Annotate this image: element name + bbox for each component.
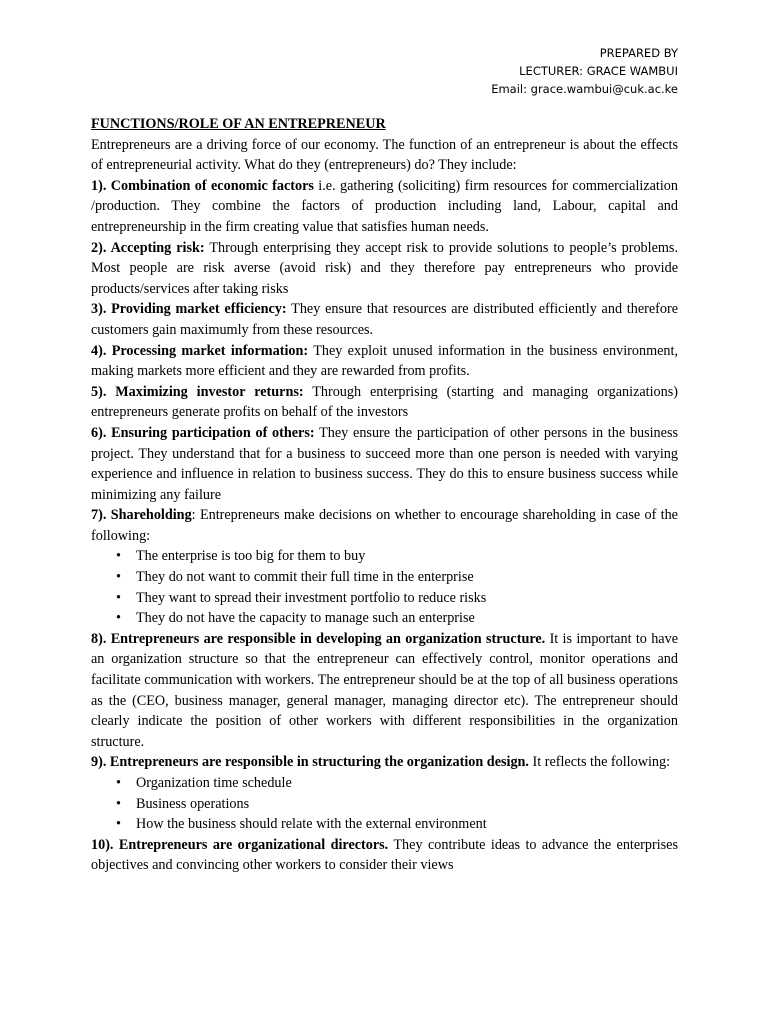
function-item	[91, 341, 678, 382]
function-heading: 5). Maximizing investor returns:	[91, 383, 304, 400]
function-heading: 6). Ensuring participation of others:	[91, 424, 315, 441]
function-heading: 2). Accepting risk:	[91, 239, 205, 256]
function-text: They contribute ideas to advance the enterprises objectives and convincing other workers to consider their views	[91, 836, 678, 874]
function-text: It reflects the following:	[528, 754, 671, 771]
author-header	[491, 44, 678, 98]
function-text: They exploit unused information in the business environment, making markets more efficient and they are rewarded from profits.	[91, 342, 678, 380]
bullet-item: • The enterprise is too big for them to buy	[136, 546, 678, 567]
function-heading: 9). Entrepreneurs are responsible in structuring the organization design.	[91, 754, 529, 771]
function-heading: 4). Processing market information:	[91, 342, 309, 359]
function-item	[91, 299, 678, 340]
function-heading: 1). Combination of economic factors	[91, 177, 314, 194]
shareholding-bullet-list	[91, 546, 678, 628]
function-heading: 7). Shareholding	[91, 507, 192, 524]
function-heading: 10). Entrepreneurs are organizational directors.	[91, 836, 389, 853]
document-body	[91, 114, 678, 876]
function-text: : Entrepreneurs make decisions on whether to encourage shareholding in case of the following:	[91, 507, 678, 544]
function-text: Through enterprising they accept risk to provide solutions to people’s problems. Most people are risk averse (avoid risk) and they therefore pay entrepreneurs who provide products/services after taking risks	[91, 239, 678, 297]
bullet-item: • Business operations	[136, 794, 678, 815]
function-item	[91, 238, 678, 300]
bullet-item: • They do not have the capacity to manage such an enterprise	[136, 608, 678, 629]
function-item	[91, 752, 678, 773]
function-text: They ensure the participation of other persons in the business project. They understand that for a business to succeed more than one person is needed with varying experience and influence in relation to business success. They do this to ensure business success while minimizing any failure	[91, 424, 678, 503]
lecturer-name: LECTURER: GRACE WAMBUI	[519, 64, 678, 78]
function-text: i.e. gathering (soliciting) firm resources for commercialization /production. They combine the factors of production including land, Labour, capital and entrepreneurship in the firm creating value that satisfies human needs.	[91, 177, 678, 235]
bullet-item: • They want to spread their investment portfolio to reduce risks	[136, 588, 678, 609]
organization-design-bullet-list	[91, 773, 678, 835]
prepared-by-label: PREPARED BY	[599, 46, 678, 60]
bullet-item: • How the business should relate with the external environment	[136, 814, 678, 835]
lecturer-email: Email: grace.wambui@cuk.ac.ke	[491, 82, 678, 96]
function-text: Through enterprising (starting and managing organizations) entrepreneurs generate profits on behalf of the investors	[91, 383, 678, 421]
bullet-item: • Organization time schedule	[136, 773, 678, 794]
function-text: It is important to have an organization structure so that the entrepreneur can effectively control, monitor operations and facilitate communication with workers. The entrepreneur should be at the top of all business operations as the (CEO, business manager, general manager, managing director etc). The entrepreneur should clearly indicate the position of other workers with different responsibilities in the organization structure.	[91, 630, 678, 750]
function-item	[91, 835, 678, 876]
function-item	[91, 176, 678, 238]
function-item	[91, 505, 678, 546]
document-title: FUNCTIONS/ROLE OF AN ENTREPRENEUR	[91, 116, 386, 132]
function-heading: 8). Entrepreneurs are responsible in developing an organization structure.	[91, 630, 546, 647]
function-item	[91, 423, 678, 505]
function-item	[91, 629, 678, 753]
function-text: They ensure that resources are distributed efficiently and therefore customers gain maximumly from these resources.	[91, 301, 678, 338]
function-heading: 3). Providing market efficiency:	[91, 301, 287, 318]
intro-paragraph: Entrepreneurs are a driving force of our economy. The function of an entrepreneur is about the effects of entrepreneurial activity. What do they (entrepreneurs) do? They include:	[91, 136, 678, 174]
bullet-item: • They do not want to commit their full time in the enterprise	[136, 567, 678, 588]
function-item	[91, 382, 678, 423]
